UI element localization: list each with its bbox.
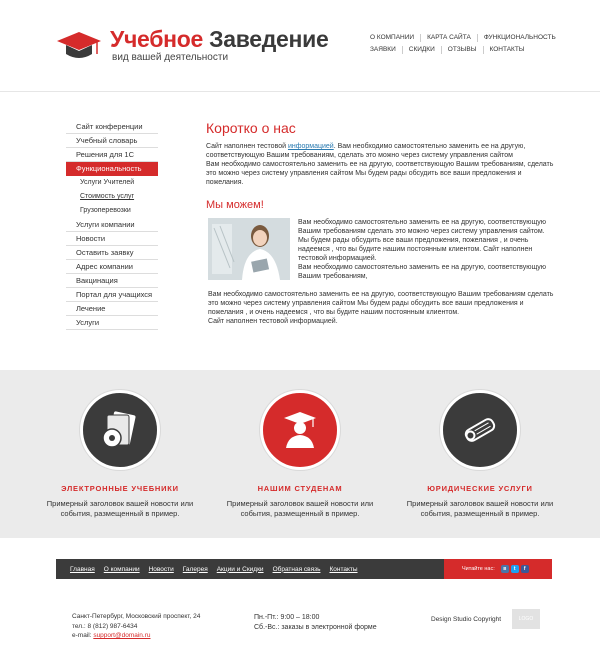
sidebar-item-label: Грузоперевозки <box>80 207 131 214</box>
copyright[interactable]: Design Studio Copyright <box>431 616 502 623</box>
sidebar-item-label: Учебный словарь <box>76 136 138 145</box>
footer-nav-link[interactable]: Главная <box>70 565 95 573</box>
sidebar-item-label: Функциональность <box>76 164 142 173</box>
students-circle[interactable] <box>260 390 340 470</box>
sidebar-item-label: Оставить заявку <box>76 248 134 257</box>
sidebar-item[interactable] <box>66 162 158 176</box>
sidebar-item[interactable] <box>66 274 158 288</box>
sidebar-menu <box>66 120 158 330</box>
photo-text <box>298 218 556 281</box>
top-nav-item[interactable]: ЗАЯВКИ <box>370 46 396 53</box>
feature-title[interactable]: ЮРИДИЧЕСКИЕ УСЛУГИ <box>427 484 533 493</box>
footer-nav-link[interactable]: Акции и Скидки <box>216 565 264 573</box>
sidebar-item-label: Решения для 1С <box>76 150 134 159</box>
sidebar-item-label: Услуги компании <box>76 220 135 229</box>
sidebar-subitem[interactable] <box>66 176 158 190</box>
site-title-part2: Заведение <box>209 26 329 52</box>
top-nav-item[interactable]: СКИДКИ <box>408 46 435 53</box>
intro-text-start: Сайт наполнен тестовой <box>206 143 288 150</box>
doctor-photo <box>208 218 290 280</box>
info-link[interactable]: информацией <box>287 143 334 150</box>
sidebar-subitem[interactable] <box>66 204 158 218</box>
sidebar-item[interactable] <box>66 148 158 162</box>
intro-text-end: . Вам необходимо самостоятельно заменить ее на другую, соответствующую Вашим требованиям, сделать это можно через систему управления сайтом <box>206 143 526 159</box>
sidebar-item[interactable] <box>66 260 158 274</box>
sidebar-item-label: Стоимость услуг <box>80 193 135 200</box>
footer-nav-link[interactable]: Новости <box>148 565 174 573</box>
sidebar-item[interactable] <box>66 288 158 302</box>
hours-weekend: Сб.-Вс.: заказы в электронной форме <box>254 624 377 631</box>
top-nav-item[interactable]: КАРТА САЙТА <box>427 34 471 41</box>
graduation-cap-logo-icon[interactable] <box>56 30 102 62</box>
intro-paragraph <box>206 142 556 160</box>
nav-separator <box>420 34 421 42</box>
sidebar-item-label: Адрес компании <box>76 262 134 271</box>
sidebar-item[interactable] <box>66 120 158 134</box>
twitter-icon[interactable]: t <box>511 565 519 573</box>
intro-paragraph-2: Вам необходимо самостоятельно заменить ее на другую, соответствующую Вашим требованиям, сделать это можно через систему управления сайтом Мы будем рады обсудить все ваши предложения и пожелания. <box>206 161 554 186</box>
site-title-part1: Учебное <box>110 26 203 52</box>
ebooks-circle[interactable] <box>80 390 160 470</box>
legal-circle[interactable] <box>440 390 520 470</box>
sidebar-item-label: Сайт конференции <box>76 122 143 131</box>
sidebar-item-label: Услуги Учителей <box>80 179 135 186</box>
diploma-icon <box>457 407 503 453</box>
footer-nav-link[interactable]: Обратная связь <box>272 565 321 573</box>
footer-nav-link[interactable]: Галерея <box>182 565 208 573</box>
sidebar-subitem[interactable] <box>66 190 158 204</box>
nav-separator <box>402 46 403 54</box>
feature-students[interactable] <box>225 390 375 519</box>
sidebar-item-label: Портал для учащихся <box>76 290 153 299</box>
vk-icon[interactable]: в <box>501 565 509 573</box>
nav-separator <box>483 46 484 54</box>
footer-address-block <box>72 612 200 641</box>
footer-hours <box>254 613 377 633</box>
footer-nav-link[interactable]: О компании <box>103 565 140 573</box>
footer-nav-link[interactable]: Контакты <box>329 565 358 573</box>
top-nav-item[interactable]: ОТЗЫВЫ <box>447 46 477 53</box>
email-line <box>72 631 200 641</box>
sidebar-item-label: Услуги <box>76 318 100 327</box>
footer-nav <box>56 559 552 579</box>
after-paragraph-1: Вам необходимо самостоятельно заменить ее на другую, соответствующую Вашим требованиям сделать это можно через систему управления сайтом Мы будем рады обсудить все ваши предложения и пожелания , и очень надеемся , что вы будите нашим постоянным клиентом. <box>208 291 554 316</box>
sidebar-item-label: Вакцинация <box>76 276 118 285</box>
top-nav-item[interactable]: О КОМПАНИИ <box>370 34 415 41</box>
email-label: e-mail: <box>72 632 94 639</box>
sidebar-item[interactable] <box>66 316 158 330</box>
feature-text: Примерный заголовок вашей новости или события, размещенный в пример. <box>46 499 194 518</box>
features-band <box>0 370 600 538</box>
main-content <box>206 120 556 325</box>
address: Санкт-Петербург, Московский проспект, 24 <box>72 613 201 620</box>
feature-title[interactable]: НАШИМ СТУДЕНАМ <box>257 484 343 493</box>
sidebar-item[interactable] <box>66 134 158 148</box>
top-nav-item[interactable]: КОНТАКТЫ <box>489 46 525 53</box>
studio-logo[interactable]: LOGO <box>512 609 540 629</box>
social-label: Читайте нас: <box>462 566 495 572</box>
social-block <box>444 559 552 579</box>
nav-separator <box>441 46 442 54</box>
section-heading: Мы можем! <box>206 199 264 211</box>
site-title[interactable] <box>110 26 328 53</box>
top-nav-item[interactable]: ФУНКЦИОНАЛЬНОСТЬ <box>483 34 556 41</box>
photo-text-paragraph-1: Вам необходимо самостоятельно заменить ее на другую, соответствующую Вашим требованиям сделать это можно через систему управления сайтом. Мы будем рады обсудить все ваши предложения, пожелания , и очень надеемся , что вы будите нашим постоянным клиентом. Сайт наполнен тестовой информацией. <box>298 219 547 262</box>
student-icon <box>278 408 322 452</box>
feature-text: Примерный заголовок вашей новости или события, размещенный в пример. <box>406 499 554 518</box>
sidebar-item[interactable] <box>66 302 158 316</box>
after-paragraph-2: Сайт наполнен тестовой информацией. <box>208 318 338 325</box>
feature-title[interactable]: ЭЛЕКТРОННЫЕ УЧЕБНИКИ <box>61 484 179 493</box>
after-text <box>208 290 558 326</box>
ebooks-icon <box>97 407 143 453</box>
top-nav <box>370 32 556 56</box>
sidebar-item-label: Новости <box>76 234 106 243</box>
sidebar-item[interactable] <box>66 246 158 260</box>
phone: тел.: 8 (812) 987-6434 <box>72 622 138 630</box>
feature-ebooks[interactable] <box>45 390 195 519</box>
hours-weekdays: Пн.-Пт.: 9:00 – 18:00 <box>254 614 320 621</box>
photo-text-paragraph-2: Вам необходимо самостоятельно заменить ее на другую, соответствующую Вашим требованиям, <box>298 264 547 280</box>
site-subtitle: вид вашей деятельности <box>112 52 229 63</box>
email-link[interactable]: support@domain.ru <box>93 632 151 639</box>
sidebar-item-label: Лечение <box>76 304 106 313</box>
sidebar-item[interactable] <box>66 218 158 232</box>
sidebar-item[interactable] <box>66 232 158 246</box>
page-heading: Коротко о нас <box>206 120 296 136</box>
facebook-icon[interactable]: f <box>521 565 529 573</box>
nav-separator <box>477 34 478 42</box>
header <box>0 0 600 92</box>
feature-text: Примерный заголовок вашей новости или события, размещенный в пример. <box>226 499 374 518</box>
doctor-photo-icon <box>208 218 290 280</box>
feature-legal[interactable] <box>405 390 555 519</box>
